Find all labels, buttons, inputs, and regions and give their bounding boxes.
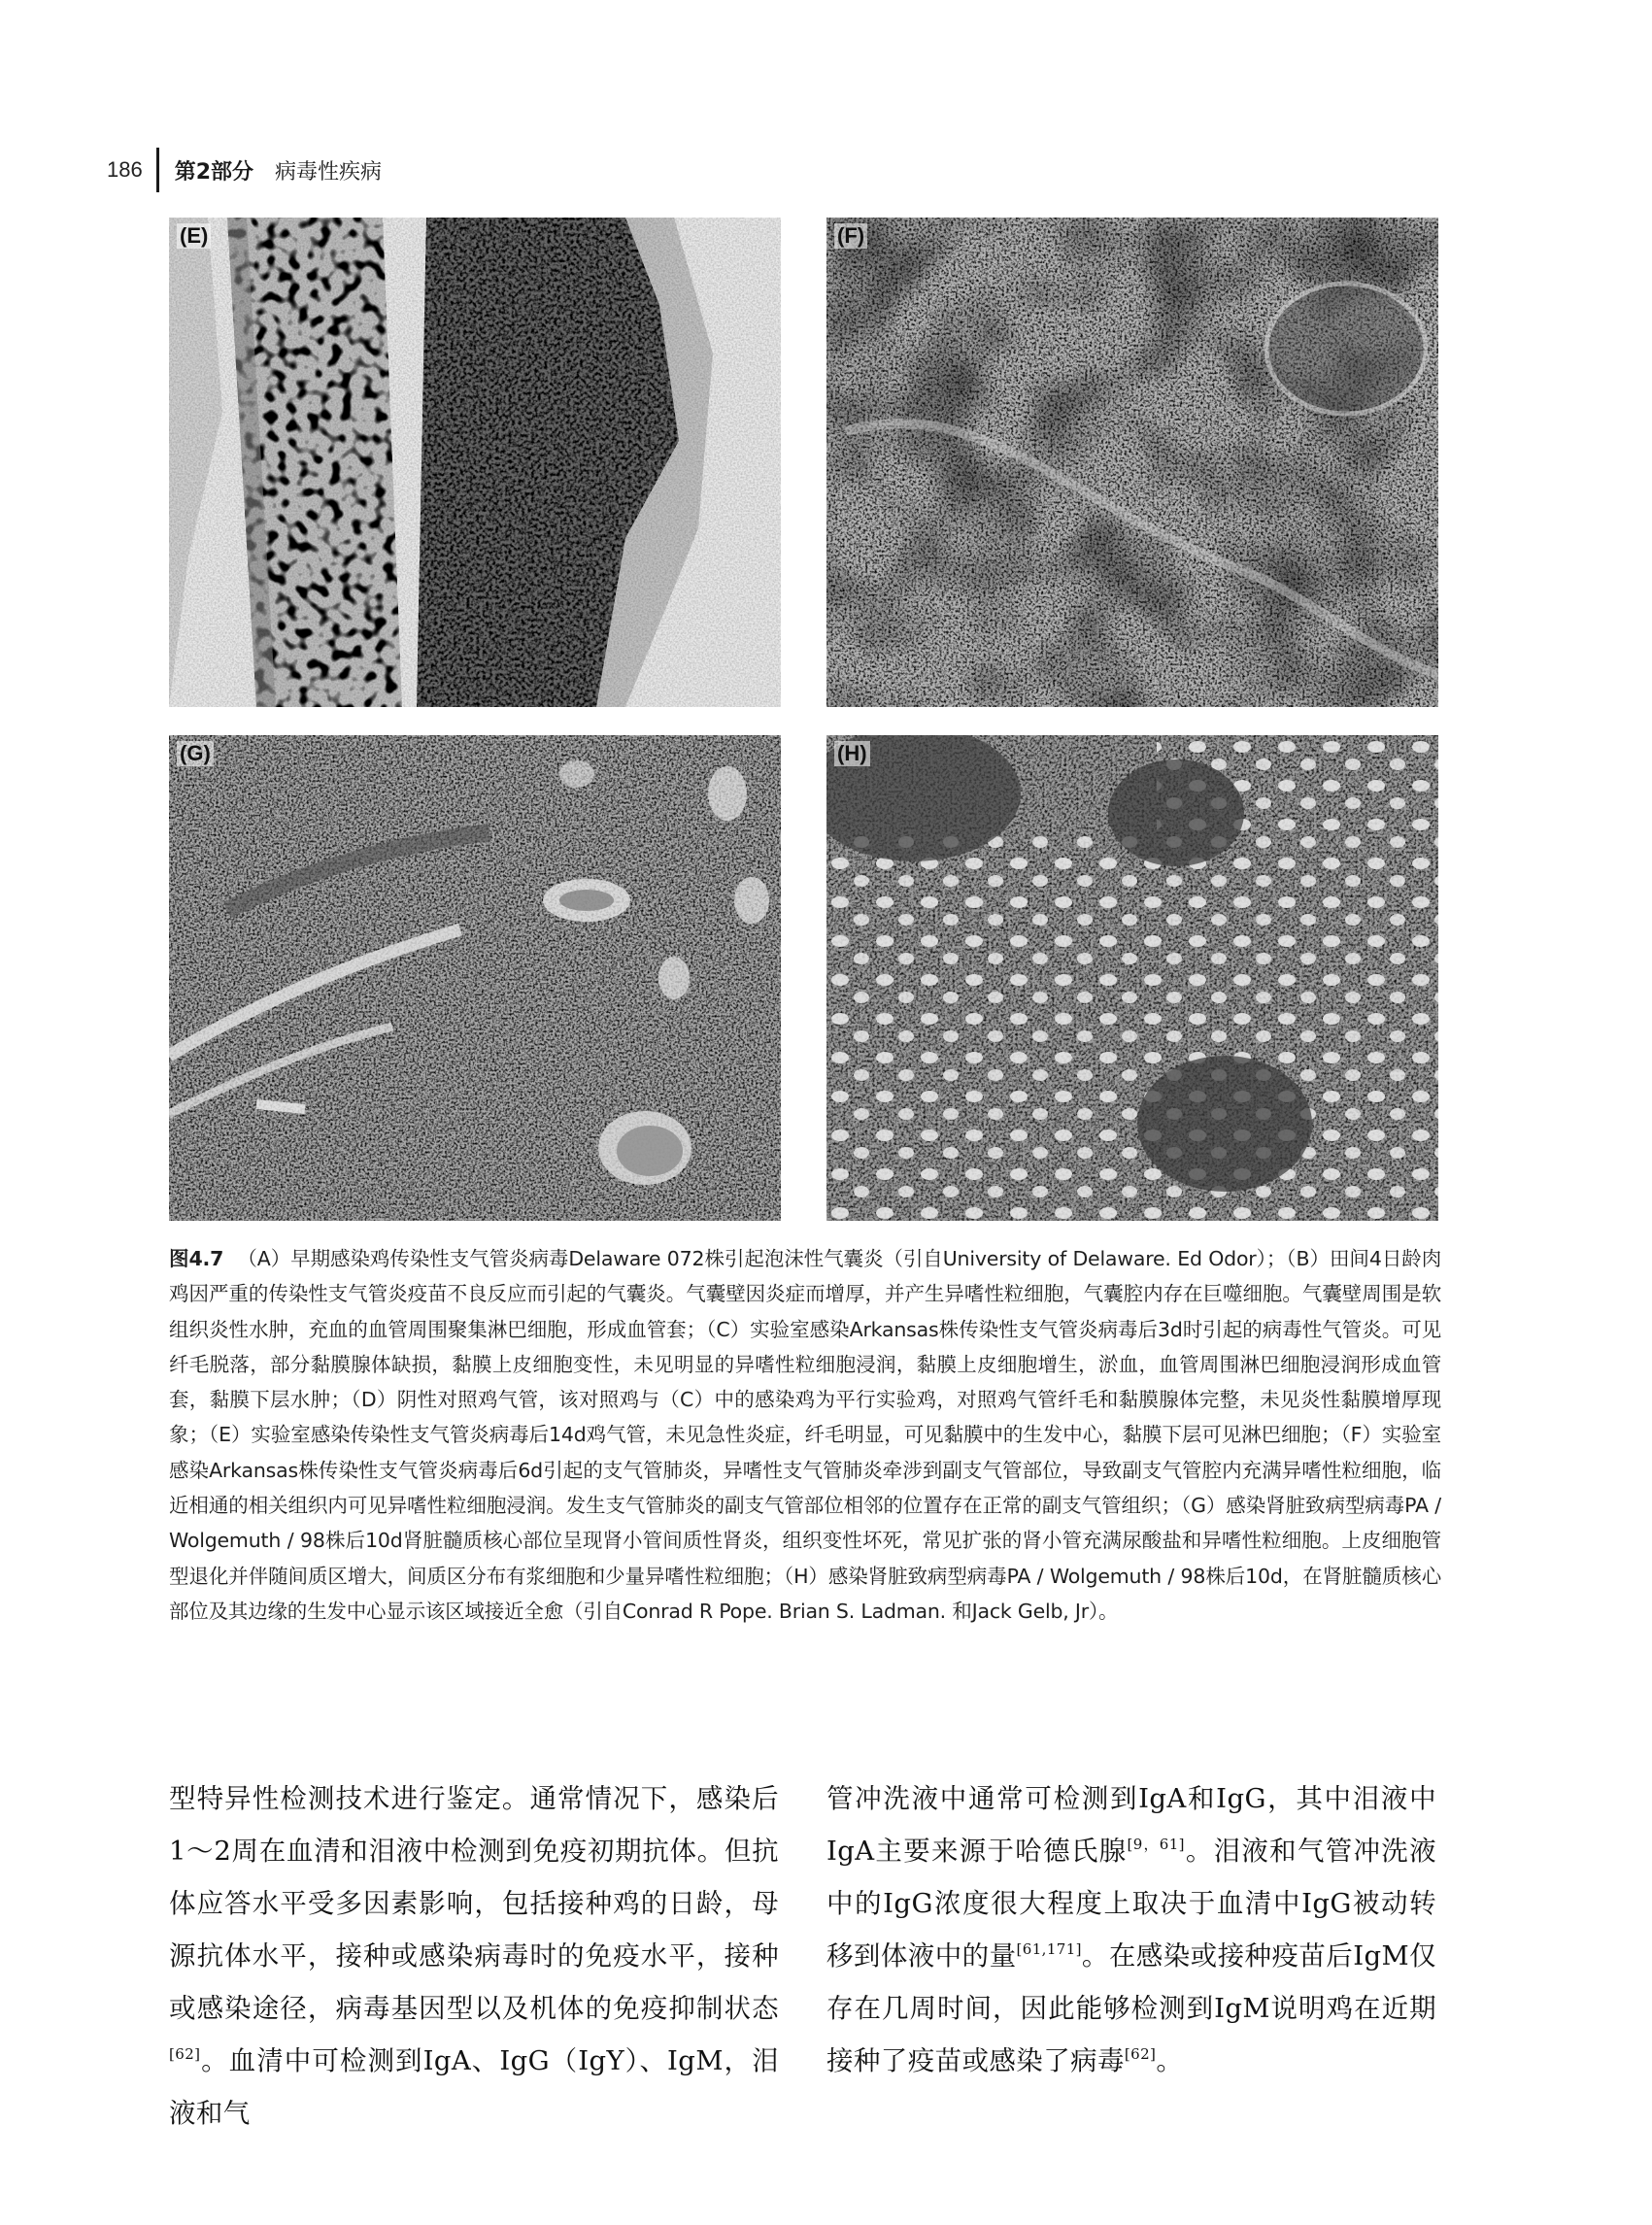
micrograph-h-image [826, 735, 1438, 1221]
figure-caption [169, 1241, 1441, 1629]
running-header [107, 148, 382, 192]
panel-label-f: (F) [834, 223, 867, 249]
citation-ref: [61,171] [1016, 1940, 1082, 1958]
micrograph-panel-e [169, 218, 781, 707]
panel-label-g: (G) [177, 741, 214, 766]
part-label: 第2部分 [174, 159, 254, 185]
body-text: 型特异性检测技术进行鉴定。通常情况下，感染后1～2周在血清和泪液中检测到免疫初期抗体。但抗体应答水平受多因素影响，包括接种鸡的日龄，母源抗体水平，接种或感染病毒时的免疫水平，接种或感染途径，病毒基因型以及机体的免疫抑制状态 [169, 1783, 779, 2024]
micrograph-panel-g [169, 735, 781, 1221]
figure-caption-text: （A）早期感染鸡传染性支气管炎病毒Delaware 072株引起泡沫性气囊炎（引自University of Delaware. Ed Odor）；（B）田间4日龄肉鸡因严重的传染性支气管炎疫苗不良反应而引起的气囊炎。气囊壁因炎症而增厚，并产生异嗜性粒细胞，气囊腔内存在巨噬细胞。气囊壁周围是软组织炎性水肿，充血的血管周围聚集淋巴细胞，形成血管套；（C）实验室感染Arkansas株传染性支气管炎病毒后3d时引起的病毒性气管炎。可见纤毛脱落，部分黏膜腺体缺损，黏膜上皮细胞变性，未见明显的异嗜性粒细胞浸润，黏膜上皮细胞增生，淤血，血管周围淋巴细胞浸润形成血管套，黏膜下层水肿；（D）阴性对照鸡气管，该对照鸡与（C）中的感染鸡为平行实验鸡，对照鸡气管纤毛和黏膜腺体完整，未见炎性黏膜增厚现象；（E）实验室感染传染性支气管炎病毒后14d鸡气管，未见急性炎症，纤毛明显，可见黏膜中的生发中心，黏膜下层可见淋巴细胞；（F）实验室感染Arkansas株传染性支气管炎病毒后6d引起的支气管肺炎，异嗜性支气管肺炎牵涉到副支气管部位，导致副支气管腔内充满异嗜性粒细胞，临近相通的相关组织内可见异嗜性粒细胞浸润。发生支气管肺炎的副支气管部位相邻的位置存在正常的副支气管组织；（G）感染肾脏致病型病毒PA / Wolgemuth / 98株后10d肾脏髓质核心部位呈现肾小管间质性肾炎，组织变性坏死，常见扩张的肾小管充满尿酸盐和异嗜性粒细胞。上皮细胞管型退化并伴随间质区增大，间质区分布有浆细胞和少量异嗜性粒细胞；（H）感染肾脏致病型病毒PA / Wolgemuth / 98株后10d，在肾脏髓质核心部位及其边缘的生发中心显示该区域接近全愈（引自Conrad R Pope. Brian S. Ladman. 和Jack Gelb, Jr）。 [169, 1247, 1441, 1623]
body-paragraph-right [826, 1772, 1436, 2087]
body-column-right [826, 1772, 1436, 2087]
body-column-left [169, 1772, 779, 2140]
micrograph-panel-f [826, 218, 1438, 707]
panel-label-e: (E) [177, 223, 211, 249]
micrograph-e-image [169, 218, 781, 707]
panel-label-h: (H) [834, 741, 870, 766]
page-number: 186 [107, 157, 143, 182]
figure-number: 图4.7 [169, 1247, 224, 1270]
citation-ref: [62] [169, 2045, 201, 2063]
part-title: 病毒性疾病 [275, 159, 383, 185]
micrograph-g-image [169, 735, 781, 1221]
micrograph-f-image [826, 218, 1438, 707]
body-text: 管冲洗液中通常可检测到IgA和IgG，其中泪液中IgA主要来源于哈德氏腺 [826, 1783, 1436, 1867]
body-text: 。在感染或接种疫苗后IgM仅存在几周时间，因此能够检测到IgM说明鸡在近期接种了疫苗或感染了病毒 [826, 1940, 1436, 2076]
body-text: 。泪液和气管冲洗液中的IgG浓度很大程度上取决于血清中IgG被动转移到体液中的量 [826, 1836, 1436, 1972]
citation-ref: [62] [1124, 2045, 1157, 2063]
body-text: 。血清中可检测到IgA、IgG（IgY）、IgM，泪液和气 [169, 2045, 779, 2129]
micrograph-panel-h [826, 735, 1438, 1221]
citation-ref: [9，61] [1127, 1836, 1185, 1853]
body-text: 。 [1156, 2045, 1184, 2076]
body-paragraph-left [169, 1772, 779, 2140]
